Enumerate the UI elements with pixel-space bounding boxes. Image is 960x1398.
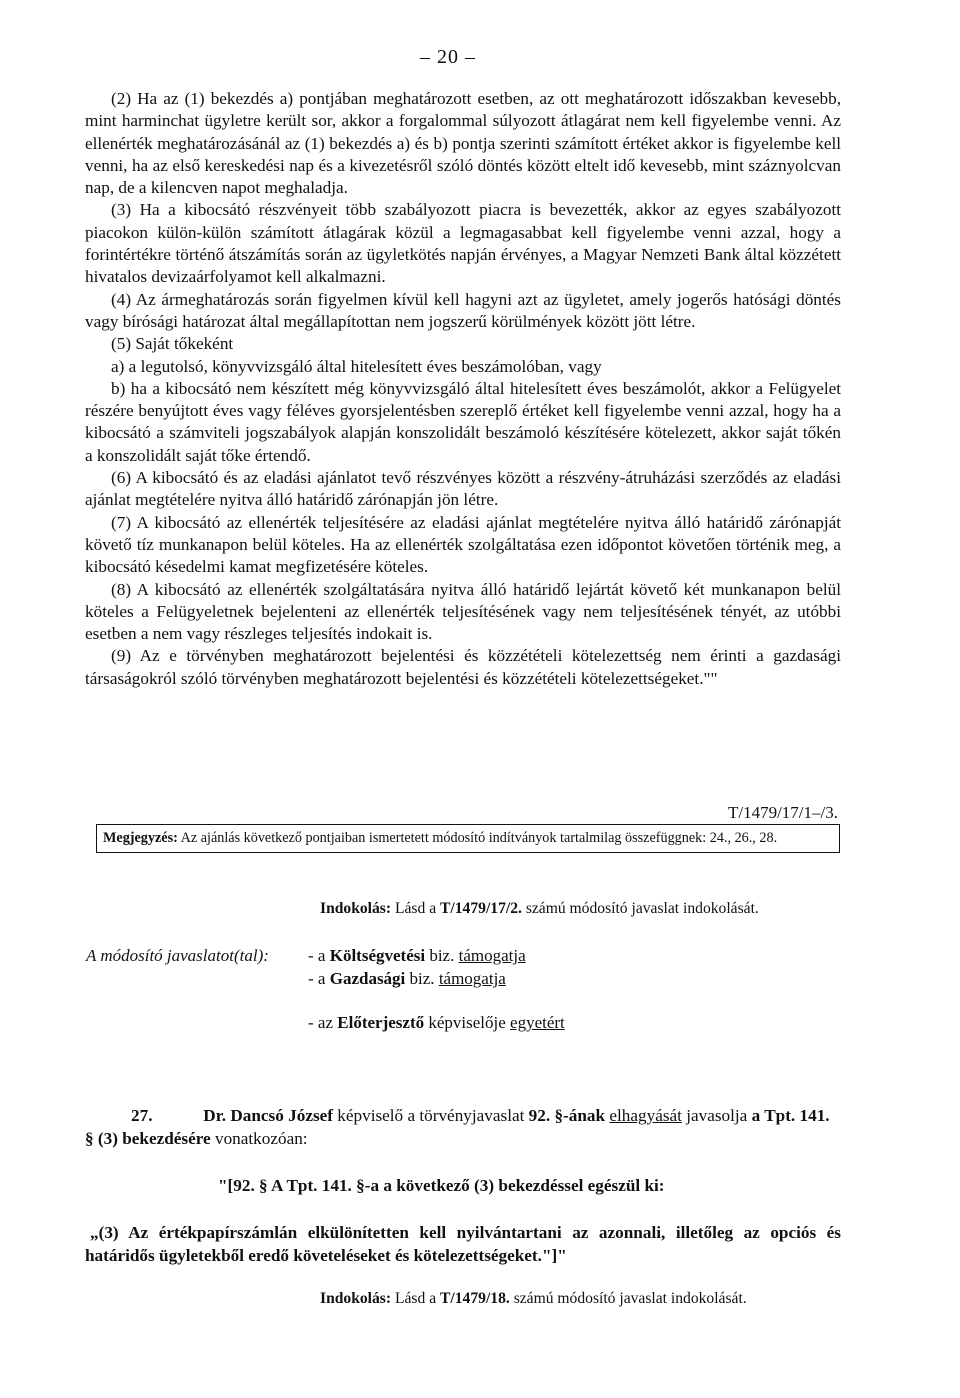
justification-text-a: Lásd a bbox=[394, 1290, 437, 1307]
paragraph-5a: a) a legutolsó, könyvvizsgáló által hitelesített éves beszámolóban, vagy bbox=[111, 356, 602, 376]
proposer-block bbox=[86, 944, 526, 988]
item-action: elhagyását bbox=[609, 1106, 682, 1125]
justification-ref: T/1479/17/2. bbox=[440, 900, 522, 917]
justification-1 bbox=[320, 900, 759, 918]
quoted-paragraph: „(3) Az értékpapírszámlán elkülönítetten kell nyilvántartani az azonnali, illetőleg az opciós és határidős ügyletekből eredő követeléseket és kötelezettségeket."]" bbox=[85, 1223, 841, 1265]
committee-suffix: biz. bbox=[429, 946, 455, 965]
paragraph-7: (7) A kibocsátó az ellenérték teljesítésére az eladási ajánlat megtételére nyitva álló határidő zárónapját követő tíz munkanapon belül köteles. Ha az ellenérték szolgáltatása ezen időpontot követően történik meg, a kibocsátó késedelmi kamat megfizetésére köteles. bbox=[85, 512, 841, 577]
committee-suffix: biz. bbox=[409, 969, 435, 988]
committee-prefix: - a bbox=[308, 969, 326, 988]
item-text-2: javasolja bbox=[686, 1106, 748, 1125]
presenter-name: Előterjesztő bbox=[337, 1013, 425, 1032]
justification-text-b: számú módosító javaslat indokolását. bbox=[513, 1290, 747, 1307]
note-text: Az ajánlás következő pontjaiban ismertetett módosító indítványok tartalmilag összefüggnek: 24., 26., 28. bbox=[180, 830, 778, 846]
justification-2 bbox=[320, 1290, 747, 1308]
presenter-suffix: képviselője bbox=[428, 1013, 506, 1032]
justification-ref: T/1479/18. bbox=[440, 1290, 510, 1307]
paragraph-9: (9) Az e törvényben meghatározott bejelentési és közzétételi kötelezettség nem érinti a gazdasági társaságokról szóló törvényben meghatározott bejelentési és közzétételi kötelezettségeket."" bbox=[85, 646, 841, 688]
presenter-prefix: - az bbox=[308, 1013, 334, 1032]
proposer-label: A módosító javaslatot(tal): bbox=[86, 946, 269, 965]
paragraph-6: (6) A kibocsátó és az eladási ajánlatot tevő részvényes között a részvény-átruházási szerződés az eladási ajánlat megtételére nyitva álló határidő zárónapján jön létre. bbox=[85, 468, 841, 510]
committee-line bbox=[308, 967, 526, 990]
item-author: Dr. Dancsó József bbox=[203, 1106, 333, 1125]
justification-text-b: számú módosító javaslat indokolását. bbox=[525, 900, 759, 917]
committee-status: támogatja bbox=[438, 969, 506, 988]
committee-name: Költségvetési bbox=[329, 946, 426, 965]
committee-status: támogatja bbox=[458, 946, 526, 965]
justification-label: Indokolás: bbox=[320, 900, 392, 917]
paragraph-5b: b) ha a kibocsátó nem készített még könyvvizsgáló által hitelesített éves beszámolót, akkor a Felügyelet részére benyújtott éves vagy féléves gyorsjelentésben szereplő értéket kell figyelembe venni azzal, hogy ha a kibocsátó a számviteli jogszabályok alapján konszolidált beszámoló készítésére kötelezett, akkor saját tőkén a konszolidált saját tőke értendő. bbox=[85, 378, 841, 465]
paragraph-2: (2) Ha az (1) bekezdés a) pontjában meghatározott esetben, az ott meghatározott időszakban kevesebb, mint harminchat ügyletre került sor, akkor a forgalommal súlyozott átlagárat nem kell figyelembe venni. Az ellenérték meghatározásánál az (1) bekezdés a) és b) pontja szerinti számított értéket akkor is figyelembe kell venni, ha az első kereskedési nap és a kivezetésről szóló döntés között eltelt idő kevesebb, mint száznyolcvan nap, de a kilencven napot meghaladja. bbox=[85, 89, 841, 198]
paragraph-5: (5) Saját tőkeként bbox=[111, 334, 234, 354]
amendment-body bbox=[85, 88, 841, 690]
quoted-text bbox=[85, 1221, 841, 1267]
justification-text-a: Lásd a bbox=[394, 900, 437, 917]
justification-label: Indokolás: bbox=[320, 1290, 392, 1307]
note-box bbox=[96, 824, 840, 853]
amendment-item-27 bbox=[85, 1104, 841, 1150]
item-number: 27. bbox=[131, 1106, 153, 1125]
committee-prefix: - a bbox=[308, 946, 326, 965]
committee-line bbox=[308, 944, 526, 967]
item-text-3: vonatkozóan: bbox=[214, 1129, 308, 1148]
quoted-heading: "[92. § A Tpt. 141. §-a a következő (3) bekezdéssel egészül ki: bbox=[218, 1176, 665, 1195]
presenter-status: egyetért bbox=[510, 1013, 565, 1032]
page-number: – 20 – bbox=[420, 46, 476, 68]
paragraph-3: (3) Ha a kibocsátó részvényeit több szabályozott piacra is bevezették, akkor az egyes szabályozott piacokon külön-külön számított átlagárak közül a legmagasabbat kell figyelembe venni azzal, hogy a forintértékre történő átszámítás során az ügyletkötés napján érvényes, a Magyar Nemzeti Bank által közzétett hivatalos devizaárfolyamot kell alkalmazni. bbox=[85, 200, 841, 287]
committee-list bbox=[308, 944, 526, 990]
reference-number: T/1479/17/1–/3. bbox=[727, 803, 838, 822]
committee-name: Gazdasági bbox=[329, 969, 406, 988]
note-label: Megjegyzés: bbox=[103, 830, 178, 846]
presenter-line bbox=[308, 1013, 565, 1033]
paragraph-4: (4) Az ármeghatározás során figyelmen kívül kell hagyni azt az ügyletet, amely jogerős hatósági döntés vagy bírósági határozat által megállapítottan nem jogszerű körülmények között jött létre. bbox=[85, 289, 841, 331]
item-target: a Tpt. 141. § (3) bekezdésére bbox=[85, 1106, 830, 1148]
item-section: 92. §-ának bbox=[528, 1106, 606, 1125]
paragraph-8: (8) A kibocsátó az ellenérték szolgáltatására nyitva álló határidő lejártát követő két munkanapon belül köteles a Felügyeletnek bejelenteni az ellenérték teljesítésének vagy nem teljesítésének tényét, az utóbbi esetben a nem vagy részleges teljesítés indokait is. bbox=[85, 579, 841, 644]
item-text-1: képviselő a törvényjavaslat bbox=[337, 1106, 525, 1125]
